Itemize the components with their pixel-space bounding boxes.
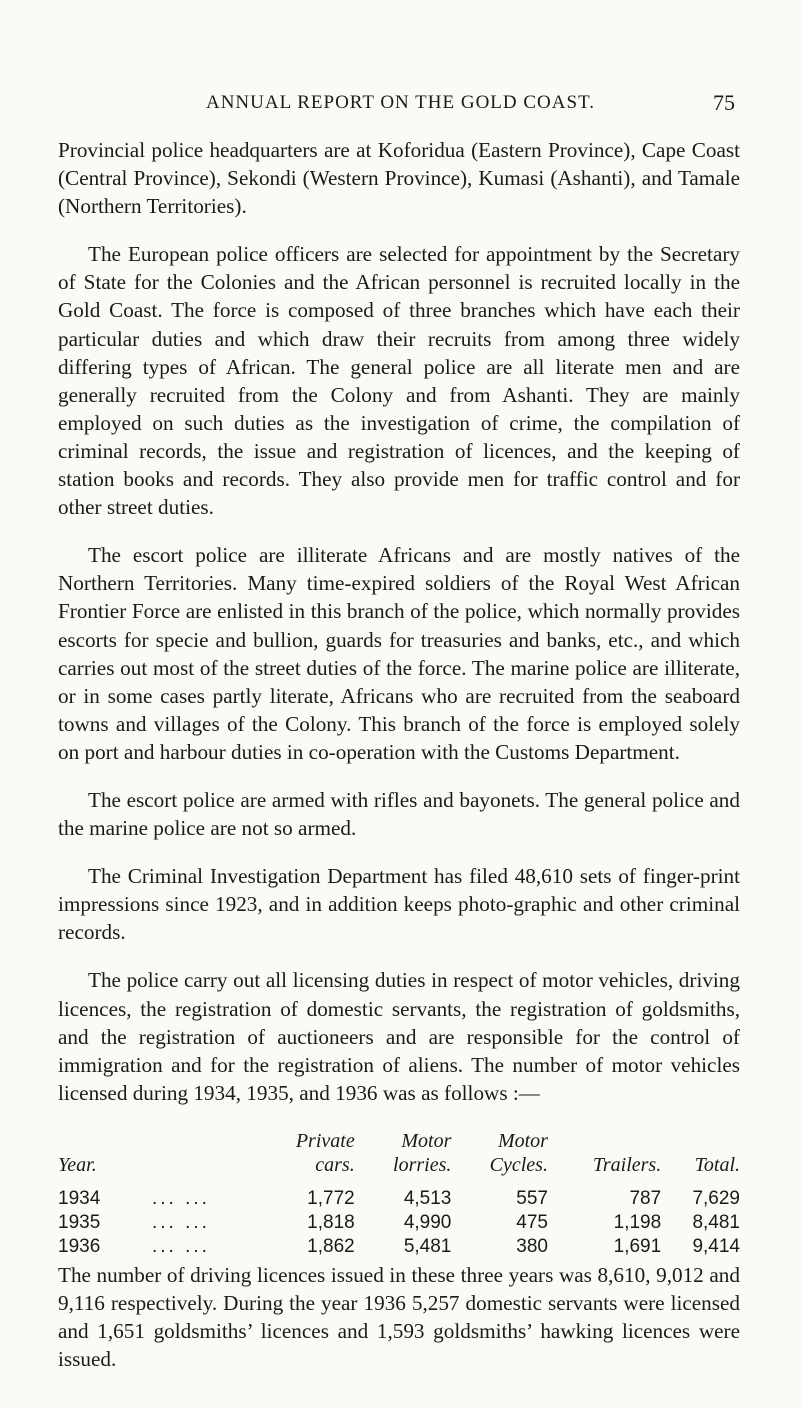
- col-trailers: Trailers.: [592, 1153, 662, 1176]
- paragraph: Provincial police headquarters are at Koforidua (Eastern Province), Cape Coast (Central Province), Sekondi (Western Province), Kumasi (Ashanti), and Tamale (Northern Territories).: [58, 138, 740, 219]
- cell-cycles: 475: [516, 1211, 548, 1233]
- page-header: [100, 90, 735, 118]
- cell-lorries: 4,990: [403, 1211, 452, 1233]
- paragraph: The escort police are armed with rifles and bayonets. The general police and the marine police are not so armed.: [58, 787, 740, 841]
- col-lorries: lorries.: [393, 1153, 452, 1176]
- cell-total: 8,481: [692, 1211, 740, 1233]
- document-body: [58, 136, 740, 1393]
- col-year: Year.: [58, 1153, 97, 1176]
- motor-vehicles-table: [58, 1129, 740, 1259]
- table-row: [58, 1235, 740, 1259]
- paragraph: The Criminal Investigation Department has filed 48,610 sets of finger-print impressions since 1923, and in addition keeps photo-graphic and other criminal records.: [58, 864, 740, 945]
- cell-trailers: 787: [629, 1187, 662, 1209]
- closing-paragraph: The number of driving licences issued in these three years was 8,610, 9,012 and 9,116 respectively. During the year 1936 5,257 domestic servants were licensed and 1,651 goldsmiths’ licences and 1,593 goldsmiths’ hawking licences were issued.: [58, 1262, 740, 1372]
- cell-private: 1,818: [307, 1211, 355, 1233]
- col-private-top: Private: [295, 1129, 355, 1152]
- col-lorries-top: Motor: [401, 1129, 452, 1152]
- cell-trailers: 1,691: [613, 1235, 662, 1257]
- cell-lorries: 5,481: [403, 1235, 452, 1257]
- table-header-row-top: [58, 1129, 740, 1153]
- cell-leader: ... ...: [152, 1211, 210, 1233]
- cell-total: 9,414: [692, 1235, 740, 1257]
- col-cycles: Cycles.: [489, 1153, 548, 1176]
- cell-private: 1,772: [307, 1187, 355, 1209]
- col-cycles-top: Motor: [497, 1129, 548, 1152]
- cell-year: 1936: [58, 1235, 101, 1257]
- cell-cycles: 380: [516, 1235, 548, 1257]
- cell-private: 1,862: [307, 1235, 355, 1257]
- table-row: [58, 1211, 740, 1235]
- page-number: 75: [713, 90, 735, 115]
- cell-trailers: 1,198: [613, 1211, 662, 1233]
- table-row: [58, 1187, 740, 1211]
- cell-total: 7,629: [692, 1187, 740, 1209]
- col-private: cars.: [315, 1153, 355, 1176]
- paragraph: The European police officers are selected for appointment by the Secretary of State for the Colonies and the African personnel is recruited locally in the Gold Coast. The force is composed of three branches which have each their particular duties and which draw their recruits from among three widely differing types of African. The general police are all literate men and are generally recruited from the Colony and from Ashanti. They are mainly employed on such duties as the investigation of crime, the compilation of criminal records, the issue and registration of licences, and the keeping of station books and records. They also provide men for traffic control and for other street duties.: [58, 242, 740, 520]
- table-header-row: [58, 1153, 740, 1177]
- cell-leader: ... ...: [152, 1187, 210, 1209]
- col-total: Total.: [694, 1153, 740, 1176]
- paragraph: The escort police are illiterate Africans and are mostly natives of the Northern Territories. Many time-expired soldiers of the Royal West African Frontier Force are enlisted in this branch of the police, which normally provides escorts for specie and bullion, guards for treasuries and banks, etc., and which carries out most of the street duties of the force. The marine police are illiterate, or in some cases partly literate, Africans who are recruited from the seaboard towns and villages of the Colony. This branch of the force is employed solely on port and harbour duties in co-operation with the Customs Department.: [58, 543, 740, 764]
- cell-leader: ... ...: [152, 1235, 210, 1257]
- running-title: ANNUAL REPORT ON THE GOLD COAST.: [205, 92, 596, 113]
- cell-cycles: 557: [516, 1187, 548, 1209]
- cell-lorries: 4,513: [403, 1187, 452, 1209]
- paragraph: The police carry out all licensing duties in respect of motor vehicles, driving licences, the registration of domestic servants, the registration of goldsmiths, and the registration of auctioneers and are responsible for the control of immigration and for the registration of aliens. The number of motor vehicles licensed during 1934, 1935, and 1936 was as follows :—: [58, 968, 740, 1105]
- cell-year: 1934: [58, 1187, 101, 1209]
- cell-year: 1935: [58, 1211, 101, 1233]
